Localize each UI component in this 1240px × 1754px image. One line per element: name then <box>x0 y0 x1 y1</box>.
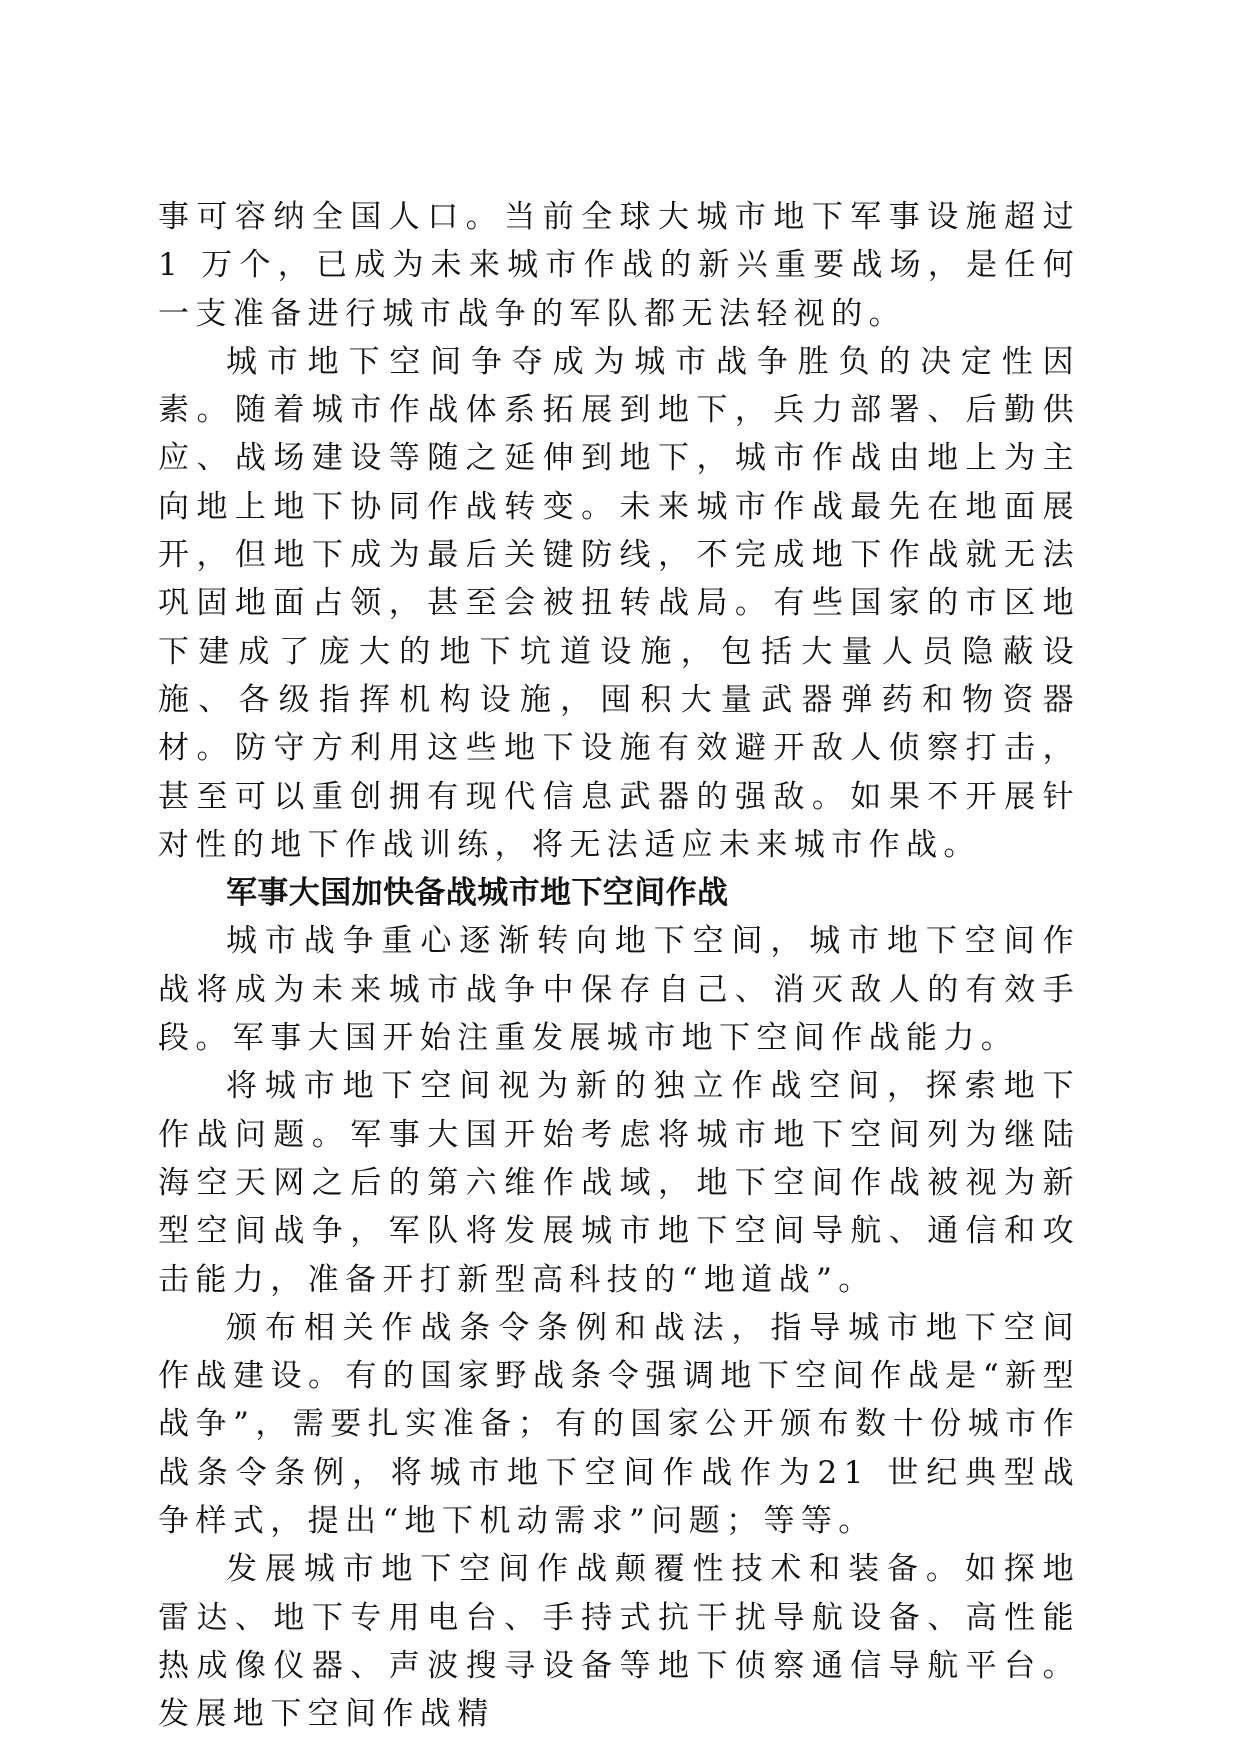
section-heading: 军事大国加快备战城市地下空间作战 <box>226 875 729 912</box>
paragraph-new-domain: 将城市地下空间视为新的独立作战空间，探索地下作战问题。军事大国开始考虑将城市地下空间列为继陆海空天网之后的第六维作战域，地下空间作战被视为新型空间战争，军队将发展城市地下空间导航、通信和攻击能力，准备开打新型高科技的“地道战”。 <box>158 1068 1080 1298</box>
paragraph-focus-shift: 城市战争重心逐渐转向地下空间，城市地下空间作战将成为未来城市战争中保存自己、消灭敌人的有效手段。军事大国开始注重发展城市地下空间作战能力。 <box>158 923 1080 1057</box>
document-page <box>158 193 1080 1739</box>
paragraph-technology: 发展城市地下空间作战颠覆性技术和装备。如探地雷达、地下专用电台、手持式抗干扰导航设备、高性能热成像仪器、声波搜寻设备等地下侦察通信导航平台。发展地下空间作战精 <box>158 1551 1080 1733</box>
paragraph-regulations: 颁布相关作战条令条例和战法，指导城市地下空间作战建设。有的国家野战条令强调地下空间作战是“新型战争”，需要扎实准备；有的国家公开颁布数十份城市作战条令条例，将城市地下空间作战作为21 世纪典型战争样式，提出“地下机动需求”问题；等等。 <box>158 1309 1080 1540</box>
paragraph-underground-decisive: 城市地下空间争夺成为城市战争胜负的决定性因素。随着城市作战体系拓展到地下，兵力部署、后勤供应、战场建设等随之延伸到地下，城市作战由地上为主向地上地下协同作战转变。未来城市作战最先在地面展开，但地下成为最后关键防线，不完成地下作战就无法巩固地面占领，甚至会被扭转战局。有些国家的市区地下建成了庞大的地下坑道设施，包括大量人员隐蔽设施、各级指挥机构设施，囤积大量武器弹药和物资器材。防守方利用这些地下设施有效避开敌人侦察打击，甚至可以重创拥有现代信息武器的强敌。如果不开展针对性的地下作战训练，将无法适应未来城市作战。 <box>158 343 1080 863</box>
paragraph-continuation: 事可容纳全国人口。当前全球大城市地下军事设施超过 1 万个，已成为未来城市作战的新兴重要战场，是任何一支准备进行城市战争的军队都无法轻视的。 <box>158 199 1080 332</box>
